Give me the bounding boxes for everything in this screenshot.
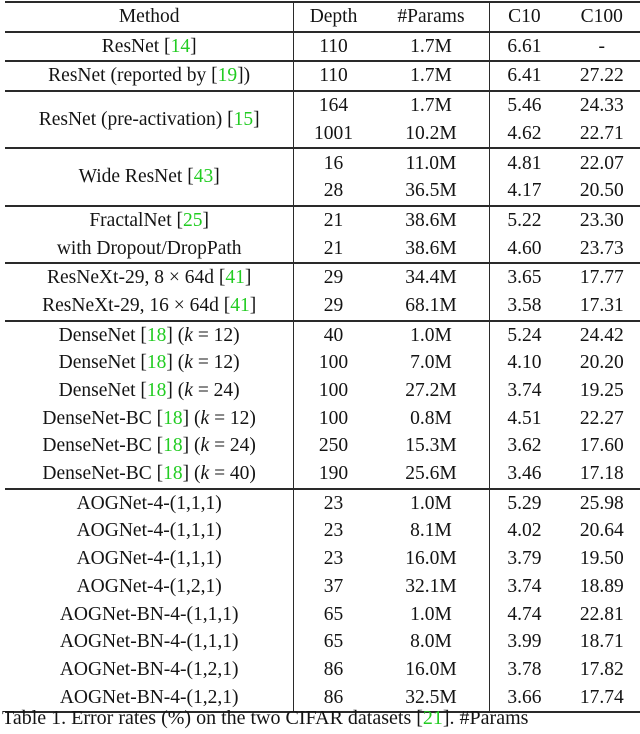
cell-c10: 5.22 [490,206,559,235]
cell-method [5,235,294,264]
cell-c100: 27.22 [559,61,640,91]
table-row [5,349,640,377]
method-text-suffix: ] [202,209,209,231]
method-text: AOGNet-4-(1,1,1) [76,520,222,542]
cell-depth: 16 [294,148,373,177]
cell-params: 32.1M [373,573,490,601]
growth-rate-value: = 24) [192,380,240,402]
method-text-suffix: ] ( [182,407,201,429]
growth-rate-symbol: k [184,380,193,402]
caption-text: Table 1. Error rates (%) on the two CIFAR datasets [ [2,707,423,729]
method-text: DenseNet-BC [ [42,407,164,429]
cell-c10: 3.62 [507,435,542,457]
cell-params: 1.7M [373,91,490,120]
table-row [5,206,640,235]
method-text: with Dropout/DropPath [56,237,242,259]
cell-depth: 100 [318,352,349,374]
cell-method [5,517,294,545]
cell-c10: 4.62 [507,122,542,144]
method-text: AOGNet-4-(1,1,1) [76,548,222,570]
cell-method [5,628,294,656]
cell-c100: 24.33 [559,91,640,120]
cell-c10: 6.41 [490,61,559,91]
citation-link[interactable]: 14 [170,35,191,57]
caption-citation-link[interactable]: 21 [422,707,443,729]
table-body [5,32,640,713]
cell-depth: 21 [323,237,344,259]
method-text-suffix: ]) [237,65,251,87]
cell-c100: 18.89 [579,575,624,597]
cell-depth: 250 [318,435,349,457]
cell-method [5,32,294,62]
cell-c100: 17.74 [559,684,640,713]
cell-depth: 164 [294,91,373,120]
method-text-suffix: ] ( [182,435,201,457]
cell-depth: 29 [323,294,344,316]
growth-rate-value: = 12) [192,352,240,374]
cell-c10: 3.74 [507,380,542,402]
cell-c100: 19.50 [579,548,624,570]
growth-rate-value: = 40) [209,463,256,485]
cell-method [5,600,294,628]
cell-c10: 4.81 [490,148,559,177]
cell-c10: 6.61 [507,35,542,57]
citation-link[interactable]: 18 [146,380,167,402]
growth-rate-symbol: k [200,435,210,457]
cell-params: 1.0M [373,321,490,350]
cell-params: 38.6M [373,206,490,235]
cell-c10: 3.99 [507,631,542,653]
cell-c10: 4.10 [507,352,542,374]
cell-c100: 23.73 [579,237,624,259]
method-text: AOGNet-4-(1,1,1) [76,492,222,514]
method-text: AOGNet-BN-4-(1,1,1) [59,631,239,653]
table-row [5,545,640,573]
cell-c10: 4.74 [507,603,542,625]
method-text: AOGNet-BN-4-(1,2,1) [59,686,239,708]
cell-depth: 86 [294,684,373,713]
cell-c100: 17.77 [559,263,640,292]
header-c100: C100 [559,2,640,32]
cell-c10: 4.60 [507,237,542,259]
method-text: DenseNet-BC [ [42,463,164,485]
cell-method [5,206,294,235]
cell-c100: 17.82 [579,658,624,680]
cell-params: 36.5M [373,177,490,206]
cell-method [5,656,294,684]
cell-c100: 17.60 [579,435,624,457]
cell-params: 16.0M [373,656,490,684]
cell-c100: 25.98 [559,489,640,518]
method-text: Wide ResNet [ [78,166,194,188]
cell-c100: 23.30 [559,206,640,235]
cell-params: 10.2M [373,120,490,149]
method-text: DenseNet [ [58,324,147,346]
cell-c10: 3.65 [490,263,559,292]
method-text: DenseNet [ [58,380,147,402]
cell-c100: 22.07 [559,148,640,177]
cell-depth: 23 [323,520,344,542]
method-text: ResNet (pre-activation) [ [38,109,234,130]
method-text: AOGNet-BN-4-(1,1,1) [59,603,239,625]
citation-link[interactable]: 43 [193,166,214,188]
cell-c100: 24.42 [559,321,640,350]
cell-params: 34.4M [373,263,490,292]
cell-method [5,263,294,292]
cell-method [5,432,294,460]
citation-link[interactable]: 41 [230,294,250,316]
method-text-suffix: ] [213,166,220,188]
cell-depth: 100 [318,407,349,429]
citation-link[interactable]: 18 [163,407,183,429]
table-row [5,656,640,684]
cell-c10: 4.17 [507,180,542,202]
citation-link[interactable]: 19 [217,65,238,87]
cell-c10: 3.66 [490,684,559,713]
header-params: #Params [373,2,490,32]
cell-params: 8.1M [373,517,490,545]
growth-rate-value: = 12) [209,407,256,429]
cell-params: 0.8M [373,405,490,433]
cell-depth: 65 [323,631,344,653]
cell-method [5,573,294,601]
header-method: Method [5,2,294,32]
table-row [5,600,640,628]
table-row [5,460,640,489]
method-text: DenseNet [ [58,352,147,374]
method-text-suffix: ] [249,294,257,316]
results-table [5,1,640,713]
cell-c100: - [598,35,606,57]
cell-depth: 21 [294,206,373,235]
citation-link[interactable]: 18 [146,352,167,374]
citation-link[interactable]: 15 [233,109,254,130]
cell-c100: 22.81 [579,603,624,625]
cell-c100: 18.71 [579,631,624,653]
method-text: ResNet [ [101,35,171,57]
table-row [5,235,640,264]
cell-method [5,460,294,489]
cell-params: 25.6M [373,460,490,489]
cell-method [5,91,294,148]
table-row [5,32,640,62]
cell-params: 7.0M [373,349,490,377]
cell-method [5,405,294,433]
table-row [5,263,640,292]
cell-c100: 22.71 [579,122,624,144]
table-row [5,489,640,518]
cell-depth: 29 [294,263,373,292]
table-row [5,61,640,91]
citation-link[interactable]: 18 [163,435,183,457]
cell-depth: 190 [318,463,349,485]
caption-text-end: ]. #Params [442,707,529,729]
cell-c100: 17.18 [579,463,624,485]
cell-c10: 3.78 [507,658,542,680]
cell-params: 27.2M [373,377,490,405]
header-c10: C10 [490,2,559,32]
cell-method [5,489,294,518]
table-row [5,432,640,460]
cell-c10: 4.02 [507,520,542,542]
cell-params: 1.0M [373,600,490,628]
method-text: ResNet (reported by [ [48,65,218,87]
method-text: ResNeXt-29, 8 × 64d [ [46,267,226,289]
cell-c10: 5.46 [490,91,559,120]
cell-params: 1.7M [373,61,490,91]
table-row [5,321,640,350]
cell-params: 38.6M [373,235,490,264]
cell-params: 68.1M [373,292,490,321]
cell-method [5,349,294,377]
growth-rate-symbol: k [184,324,193,346]
cell-method [5,148,294,205]
method-text-suffix: ] ( [166,352,185,374]
cell-depth: 37 [323,575,344,597]
cell-depth: 65 [323,603,344,625]
cell-method [5,377,294,405]
method-text-suffix: ] ( [166,324,185,346]
cell-c10: 5.29 [490,489,559,518]
cell-depth: 86 [323,658,344,680]
cell-c100: 22.27 [579,407,624,429]
method-text-suffix: ] [190,35,197,57]
growth-rate-symbol: k [200,407,210,429]
table-caption [2,707,528,730]
growth-rate-symbol: k [200,463,210,485]
cell-depth: 110 [294,61,373,91]
method-text: DenseNet-BC [ [42,435,164,457]
cell-params: 15.3M [373,432,490,460]
cell-params: 8.0M [373,628,490,656]
method-text: FractalNet [ [89,209,183,231]
table-row [5,292,640,321]
cell-c10: 4.51 [507,407,542,429]
growth-rate-symbol: k [184,352,193,374]
header-depth: Depth [294,2,373,32]
table-row [5,573,640,601]
cell-c10: 3.74 [507,575,542,597]
header-row [5,2,640,32]
cell-c10: 3.79 [507,548,542,570]
cell-c100: 20.50 [579,180,624,202]
cell-depth: 23 [294,489,373,518]
table-row [5,517,640,545]
cell-c100: 17.31 [579,294,624,316]
cell-c10: 3.58 [507,294,542,316]
growth-rate-value: = 12) [192,324,240,346]
method-text-suffix: ] ( [182,463,201,485]
cell-c100: 20.20 [579,352,624,374]
cell-params: 11.0M [373,148,490,177]
cell-c100: 19.25 [579,380,624,402]
cell-method [5,292,294,321]
cell-depth: 40 [294,321,373,350]
method-text: ResNeXt-29, 16 × 64d [ [42,294,231,316]
citation-link[interactable]: 41 [225,267,245,289]
method-text: AOGNet-BN-4-(1,2,1) [59,658,239,680]
cell-method [5,321,294,350]
cell-params: 16.0M [373,545,490,573]
cell-params: 1.0M [373,489,490,518]
table-row [5,405,640,433]
cell-depth: 100 [318,380,349,402]
cell-params: 32.5M [373,684,490,713]
table-row [5,628,640,656]
table-row [5,91,640,120]
table-row [5,377,640,405]
cell-depth: 28 [323,180,344,202]
citation-link[interactable]: 18 [146,324,167,346]
cell-c100: 20.64 [579,520,624,542]
method-text-suffix: ] [253,109,260,130]
table-row [5,148,640,177]
cell-depth: 23 [323,548,344,570]
cell-method [5,545,294,573]
citation-link[interactable]: 18 [163,463,183,485]
method-text-suffix: ] ( [166,380,185,402]
cell-depth: 110 [319,35,348,57]
cell-depth: 1001 [314,122,354,144]
cell-method [5,61,294,91]
cell-c10: 5.24 [490,321,559,350]
method-text-suffix: ] [244,267,252,289]
citation-link[interactable]: 25 [183,209,203,231]
growth-rate-value: = 24) [209,435,256,457]
method-text: AOGNet-4-(1,2,1) [76,575,222,597]
cell-params: 1.7M [373,32,490,62]
cell-c10: 3.46 [507,463,542,485]
